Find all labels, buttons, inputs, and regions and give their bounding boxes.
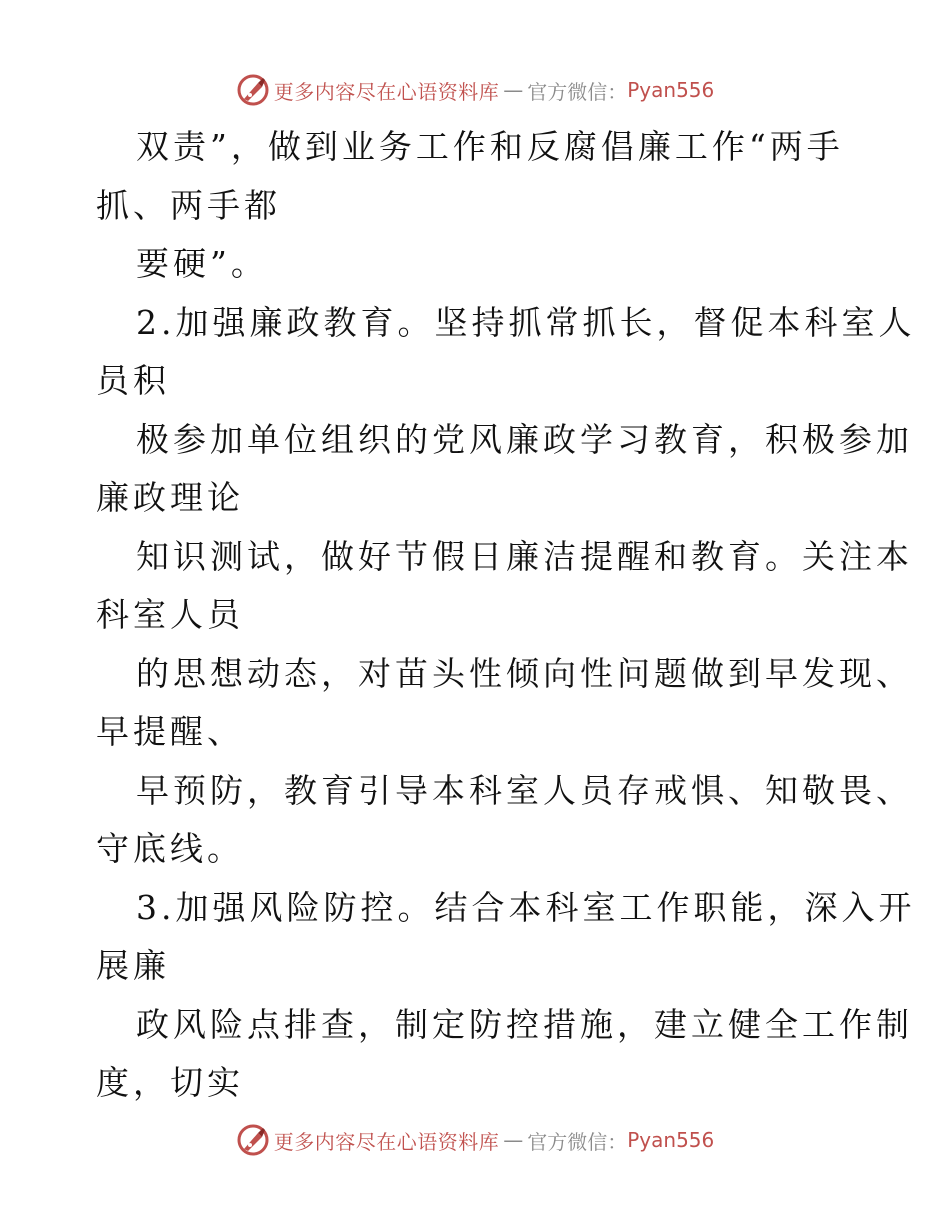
pen-nib-logo-icon: [236, 1123, 270, 1157]
body-line: 3.加强风险防控。结合本科室工作职能，深入开: [136, 887, 916, 927]
header-wechat-label: 官方微信：: [527, 79, 628, 104]
body-line: 展廉: [96, 946, 170, 985]
footer-wechat-id: Pyan556: [627, 1128, 715, 1152]
body-line: 要硬”。: [136, 244, 268, 283]
body-line: 双责”，做到业务工作和反腐倡廉工作“两手: [136, 127, 844, 166]
pen-nib-logo-icon: [236, 73, 270, 107]
header-banner-text: 更多内容尽在心语资料库: [273, 79, 500, 104]
footer-banner: [0, 1120, 950, 1160]
header-banner: [0, 70, 950, 110]
header-wechat-id: Pyan556: [627, 78, 715, 102]
body-line: 的思想动态，对苗头性倾向性问题做到早发现、: [136, 653, 913, 693]
body-line: 抓、两手都: [96, 185, 281, 225]
body-line: 守底线。: [96, 829, 244, 868]
body-line: 知识测试，做好节假日廉洁提醒和教育。关注本: [136, 536, 913, 576]
body-line: 科室人员: [96, 595, 244, 634]
body-line: 度，切实: [96, 1063, 244, 1102]
body-line: 政风险点排查，制定防控措施，建立健全工作制: [136, 1004, 913, 1044]
body-line: 早预防，教育引导本科室人员存戒惧、知敬畏、: [136, 770, 913, 810]
footer-wechat-label: 官方微信：: [527, 1129, 628, 1154]
header-banner-separator: —: [503, 78, 524, 102]
footer-banner-separator: —: [503, 1128, 524, 1152]
document-body: [96, 118, 916, 1113]
body-line: 早提醒、: [96, 712, 244, 751]
body-line: 廉政理论: [96, 478, 244, 517]
footer-banner-text: 更多内容尽在心语资料库: [273, 1129, 500, 1154]
body-line: 极参加单位组织的党风廉政学习教育，积极参加: [136, 419, 913, 459]
body-line: 员积: [96, 361, 170, 400]
body-line: 2.加强廉政教育。坚持抓常抓长，督促本科室人: [136, 302, 916, 342]
